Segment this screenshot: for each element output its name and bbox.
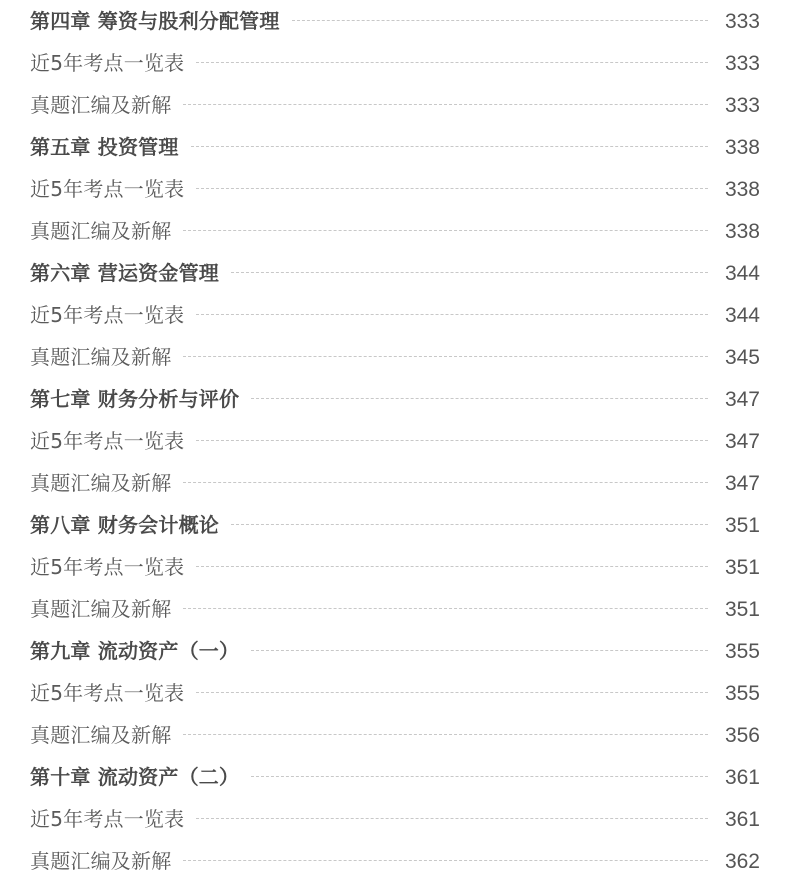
toc-page-number: 338 [724,135,760,159]
dotted-leader [251,650,708,651]
toc-title: 真题汇编及新解 [30,471,172,495]
dotted-leader [196,566,708,567]
toc-section-overview[interactable] [30,294,760,336]
toc-page-number: 345 [724,345,760,369]
toc-section-exam-questions[interactable] [30,84,760,126]
dotted-leader [196,62,708,63]
toc-section-exam-questions[interactable] [30,714,760,756]
dotted-leader [183,356,708,357]
toc-page-number: 347 [724,471,760,495]
toc-section-exam-questions[interactable] [30,210,760,252]
toc-page-number: 356 [724,723,760,747]
toc-section-overview[interactable] [30,168,760,210]
toc-page-number: 355 [724,681,760,705]
toc-page-number: 344 [724,303,760,327]
toc-chapter-9[interactable] [30,630,760,672]
dotted-leader [292,20,708,21]
toc-section-overview[interactable] [30,42,760,84]
dotted-leader [183,734,708,735]
toc-section-exam-questions[interactable] [30,462,760,504]
dotted-leader [196,188,708,189]
toc-title: 第八章 财务会计概论 [30,513,219,537]
dotted-leader [183,104,708,105]
toc-page-number: 333 [724,93,760,117]
toc-section-overview[interactable] [30,798,760,840]
toc-title: 第十章 流动资产（二） [30,765,240,789]
toc-title: 真题汇编及新解 [30,849,172,873]
toc-page-number: 362 [724,849,760,873]
toc-title: 近5年考点一览表 [30,681,185,705]
toc-title: 第五章 投资管理 [30,135,179,159]
toc-title: 近5年考点一览表 [30,51,185,75]
toc-section-exam-questions[interactable] [30,840,760,882]
toc-page-number: 355 [724,639,760,663]
toc-title: 第六章 营运资金管理 [30,261,219,285]
toc-section-overview[interactable] [30,420,760,462]
toc-title: 真题汇编及新解 [30,93,172,117]
dotted-leader [183,230,708,231]
toc-page-number: 338 [724,177,760,201]
toc-page-number: 333 [724,51,760,75]
toc-chapter-6[interactable] [30,252,760,294]
dotted-leader [231,524,708,525]
dotted-leader [183,482,708,483]
toc-page-number: 361 [724,765,760,789]
dotted-leader [251,398,708,399]
toc-title: 近5年考点一览表 [30,807,185,831]
dotted-leader [183,860,708,861]
toc-chapter-8[interactable] [30,504,760,546]
table-of-contents [30,0,760,882]
toc-title: 真题汇编及新解 [30,345,172,369]
toc-page-number: 351 [724,513,760,537]
toc-title: 真题汇编及新解 [30,597,172,621]
toc-title: 第四章 筹资与股利分配管理 [30,9,280,33]
toc-page-number: 351 [724,555,760,579]
toc-section-exam-questions[interactable] [30,336,760,378]
dotted-leader [196,692,708,693]
toc-chapter-4[interactable] [30,0,760,42]
toc-title: 近5年考点一览表 [30,177,185,201]
dotted-leader [196,818,708,819]
toc-section-overview[interactable] [30,546,760,588]
toc-page-number: 338 [724,219,760,243]
toc-page-number: 347 [724,429,760,453]
toc-title: 第七章 财务分析与评价 [30,387,240,411]
dotted-leader [196,440,708,441]
toc-title: 真题汇编及新解 [30,219,172,243]
toc-chapter-10[interactable] [30,756,760,798]
toc-title: 近5年考点一览表 [30,555,185,579]
toc-page-number: 361 [724,807,760,831]
dotted-leader [251,776,708,777]
dotted-leader [196,314,708,315]
dotted-leader [183,608,708,609]
toc-title: 真题汇编及新解 [30,723,172,747]
toc-chapter-5[interactable] [30,126,760,168]
dotted-leader [231,272,708,273]
toc-section-overview[interactable] [30,672,760,714]
toc-page-number: 351 [724,597,760,621]
toc-page-number: 344 [724,261,760,285]
toc-section-exam-questions[interactable] [30,588,760,630]
toc-title: 近5年考点一览表 [30,429,185,453]
toc-title: 第九章 流动资产（一） [30,639,240,663]
toc-chapter-7[interactable] [30,378,760,420]
toc-page-number: 347 [724,387,760,411]
toc-title: 近5年考点一览表 [30,303,185,327]
toc-page-number: 333 [724,9,760,33]
dotted-leader [191,146,708,147]
